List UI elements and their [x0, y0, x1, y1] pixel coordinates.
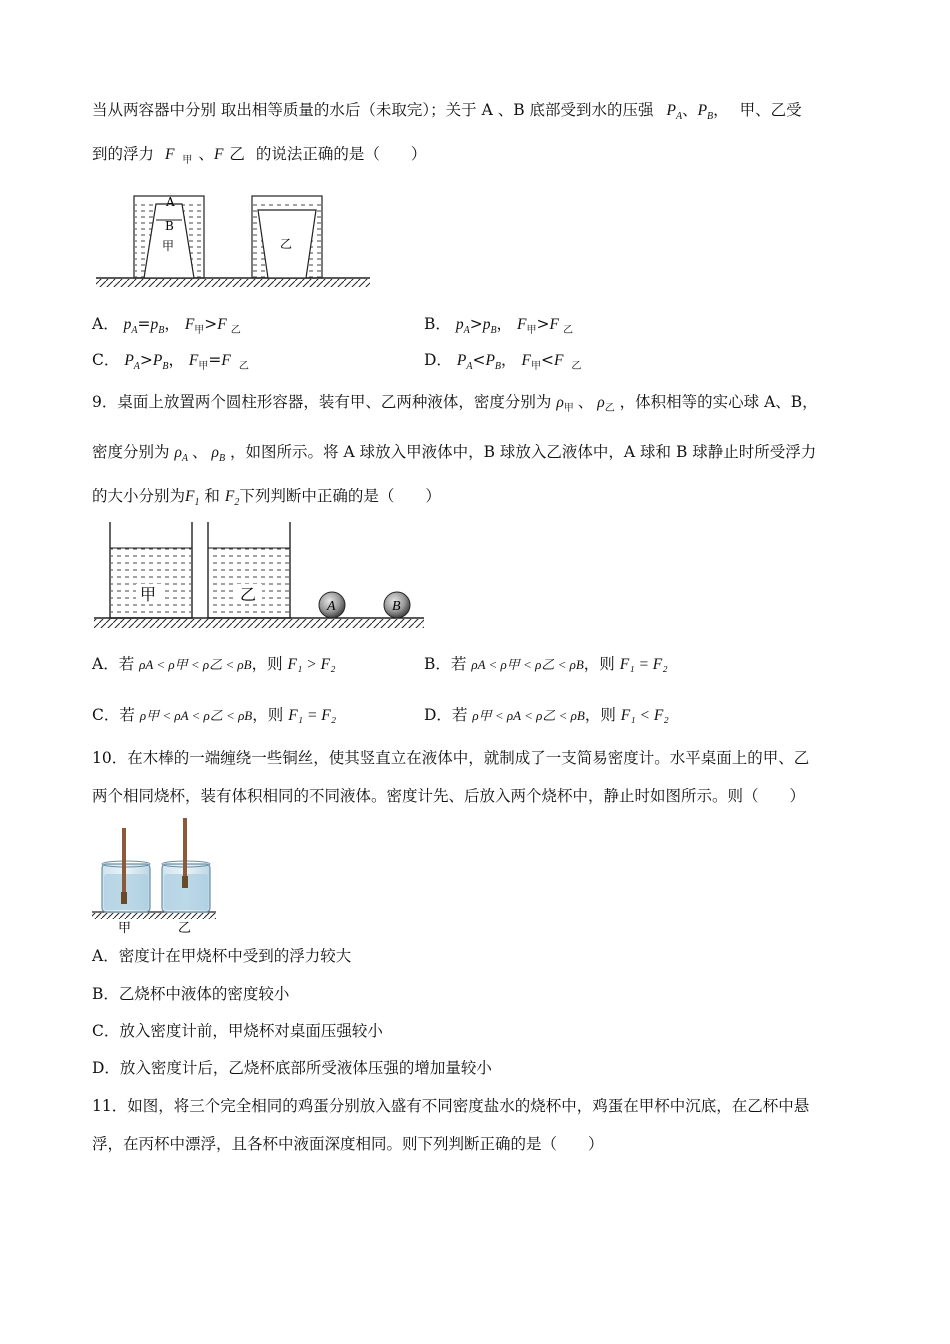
q10-figure	[90, 816, 220, 936]
q9-fig-ball-b: B	[392, 599, 401, 614]
q9-fig-label-yi: 乙	[240, 585, 257, 604]
q9-fig-label-jia: 甲	[140, 585, 157, 604]
q10-option-b[interactable]: B．乙烧杯中液体的密度较小	[92, 985, 290, 1003]
q9-option-c[interactable]: C．若 ρ甲 < ρA < ρ乙 < ρB，则 F₁ = F₂	[92, 706, 337, 724]
q8-line-2: 到的浮力 F $_甲$ 、F 乙 的说法正确的是（ ）	[92, 145, 427, 166]
q8-fig-label-b: B	[165, 219, 174, 233]
q8-option-d[interactable]: D． $P_A<P_B$， $F_甲<F$ $_乙$	[424, 351, 582, 372]
q9-line-1: 9．桌面上放置两个圆柱形容器，装有甲、乙两种液体，密度分别为 $\rho_甲$ 、 $\rho_乙$ ，体积相等的实心球 A、B，	[92, 393, 818, 414]
q11-line-1: 11．如图，将三个完全相同的鸡蛋分别放入盛有不同密度盐水的烧杯中，鸡蛋在甲杯中沉底，在乙杯中悬	[92, 1097, 810, 1115]
q8-figure	[92, 190, 374, 290]
q9-option-a[interactable]: A．若 ρA < ρ甲 < ρ乙 < ρB，则 F₁ > F₂	[92, 655, 336, 673]
q10-option-c[interactable]: C．放入密度计前，甲烧杯对桌面压强较小	[92, 1022, 383, 1040]
q8-option-a[interactable]: A． $p_A=p_B$， $F_甲>F$ $_乙$	[92, 315, 241, 336]
q8-fig-label-jia: 甲	[162, 239, 175, 253]
q8-option-b[interactable]: B． $p_A>p_B$， $F_甲>F$ $_乙$	[424, 315, 573, 336]
q8-option-c[interactable]: C． $P_A>P_B$， $F_甲=F$ $_乙$	[92, 351, 249, 372]
q10-line-1: 10．在木棒的一端缠绕一些铜丝，使其竖直立在液体中，就制成了一支简易密度计。水平桌面上的甲、乙	[92, 749, 810, 767]
q10-line-2: 两个相同烧杯，装有体积相同的不同液体。密度计先、后放入两个烧杯中，静止时如图所示。则（ ）	[92, 787, 806, 805]
q9-line-2: 密度分别为 $\rho_A$ 、 $\rho_B$ ，如图所示。将 A 球放入甲液体中，B 球放入乙液体中，A 球和 B 球静止时所受浮力	[92, 443, 817, 464]
q9-option-b[interactable]: B．若 ρA < ρ甲 < ρ乙 < ρB，则 F₁ = F₂	[424, 655, 668, 673]
q9-figure	[92, 518, 432, 634]
q10-option-a[interactable]: A．密度计在甲烧杯中受到的浮力较大	[92, 947, 352, 965]
q9-line-3: 的大小分别为$F_1$ 和 $F_2$下列判断中正确的是（ ）	[92, 487, 441, 508]
q10-option-d[interactable]: D．放入密度计后，乙烧杯底部所受液体压强的增加量较小	[92, 1059, 492, 1077]
q8-line-1: 当从两容器中分别 取出相等质量的水后（未取完）；关于 A 、B 底部受到水的压强 $P_A$、$P_B$， 甲、乙受	[92, 101, 802, 122]
q8-fig-label-a: A	[166, 195, 175, 209]
q8-fig-label-yi: 乙	[280, 237, 293, 251]
q11-line-2: 浮，在丙杯中漂浮，且各杯中液面深度相同。则下列判断正确的是（ ）	[92, 1135, 604, 1153]
q9-option-d[interactable]: D．若 ρ甲 < ρA < ρ乙 < ρB，则 F₁ < F₂	[424, 706, 669, 724]
q10-fig-label-jia: 甲	[118, 921, 132, 936]
q10-fig-label-yi: 乙	[178, 921, 192, 936]
q9-fig-ball-a: A	[327, 599, 336, 614]
